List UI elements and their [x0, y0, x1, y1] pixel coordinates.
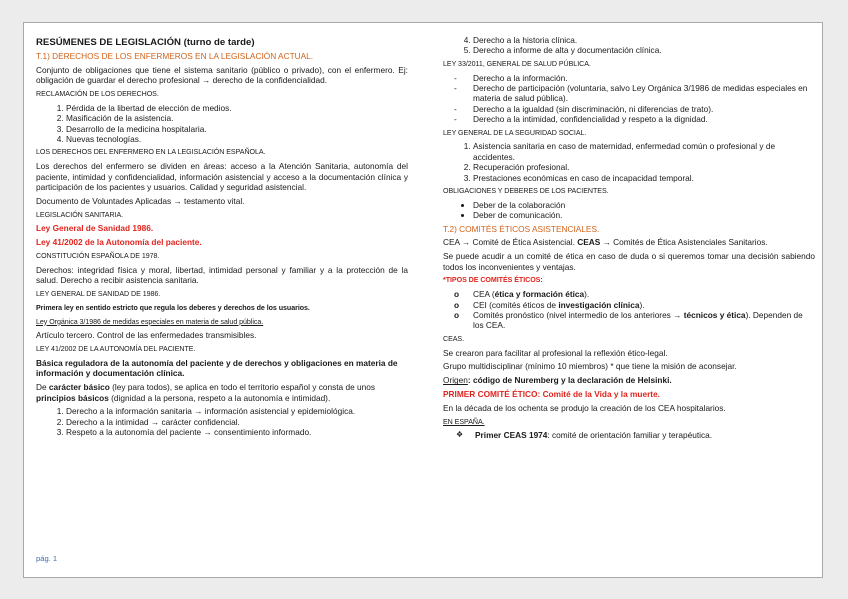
- document-page: [23, 22, 823, 578]
- list-item: - Derecho de participación (voluntaria, salvo Ley Orgánica 3/1986 de medidas especiales en materia de salud pública).: [443, 83, 815, 104]
- ley-organica-3-1986: Ley Orgánica 3/1986 de medidas especiales en materia de salud pública.: [36, 317, 264, 326]
- ceas-paragraph: Se crearon para facilitar al profesional la reflexión ético-legal.: [443, 347, 668, 358]
- list-item: ❖ Primer CEAS 1974: comité de orientación familiar y terapéutica.: [443, 430, 815, 440]
- reclamacion-list: [36, 103, 408, 145]
- left-column: [36, 37, 408, 441]
- list-item: 3. Prestaciones económicas en caso de incapacidad temporal.: [473, 173, 815, 183]
- lgs-heading: LEY GENERAL DE SANIDAD DE 1986.: [36, 290, 161, 299]
- list-item: o Comités pronóstico (nivel intermedio de los anteriores → técnicos y ética). Dependen de los CEA.: [443, 310, 815, 331]
- legislacion-heading: LEGISLACIÓN SANITARIA.: [36, 210, 124, 219]
- cea-paragraph: CEA → Comité de Ética Asistencial. CEAS → Comités de Ética Asistenciales Sanitarios.: [443, 237, 768, 248]
- list-item: 4. Derecho a la historia clínica.: [473, 35, 815, 45]
- list-item: 1. Derecho a la información sanitaria → información asistencial y epidemiológica.: [66, 406, 408, 416]
- list-item: 2. Derecho a la intimidad → carácter confidencial.: [66, 417, 408, 427]
- principios-list: [36, 406, 408, 437]
- list-item: • Deber de comunicación.: [473, 210, 815, 220]
- list-item: 4. Nuevas tecnologías.: [66, 134, 408, 144]
- derechos-continuation-list: [443, 35, 815, 56]
- section-heading-2: T.2) COMITÉS ÉTICOS ASISTENCIALES.: [443, 223, 600, 234]
- section-heading-1: T.1) DERECHOS DE LOS ENFERMEROS EN LA LEGISLACIÓN ACTUAL.: [36, 51, 314, 61]
- list-item: o CEA (ética y formación ética).: [443, 289, 815, 299]
- ceas-heading: CEAS.: [443, 334, 465, 343]
- list-item: - Derecho a la intimidad, confidencialidad y respeto a la dignidad.: [443, 114, 815, 124]
- list-item: - Derecho a la igualdad (sin discriminación, ni diferencias de trato).: [443, 104, 815, 114]
- deberes-list: [443, 200, 815, 221]
- list-item: 1. Pérdida de la libertad de elección de medios.: [66, 103, 408, 113]
- espana-heading: EN ESPAÑA.: [443, 417, 485, 426]
- derechos-paragraph: Los derechos del enfermero se dividen en áreas: acceso a la Atención Sanitaria, autonomía del paciente, intimidad y confidencialidad, información asistencial y acceso a la documentación clínica y participación de los pacientes y usuarios. Calidad y seguridad asistencial.: [36, 161, 408, 193]
- list-item: 5. Derecho a informe de alta y documentación clínica.: [473, 45, 815, 55]
- page-number: pág. 1: [36, 554, 58, 563]
- ley-41-2002: Ley 41/2002 de la Autonomía del paciente.: [36, 237, 202, 248]
- list-item: 3. Respeto a la autonomía del paciente → consentimiento informado.: [66, 427, 408, 437]
- list-item: - Derecho a la información.: [443, 73, 815, 83]
- document-title: RESÚMENES DE LEGISLACIÓN (turno de tarde): [36, 37, 255, 48]
- ley-general-sanidad: Ley General de Sanidad 1986.: [36, 223, 154, 234]
- tipos-heading: *TIPOS DE COMITÉS ÉTICOS:: [443, 276, 543, 285]
- list-item: • Deber de la colaboración: [473, 200, 815, 210]
- decada-paragraph: En la década de los ochenta se produjo la creación de los CEA hospitalarios.: [443, 402, 726, 413]
- list-item: 3. Desarrollo de la medicina hospitalaria.: [66, 124, 408, 134]
- list-item: 2. Masificación de la asistencia.: [66, 113, 408, 123]
- ley41-heading: LEY 41/2002 DE LA AUTONOMÍA DEL PACIENTE.: [36, 345, 196, 354]
- right-column: [443, 35, 815, 444]
- list-item: 1. Asistencia sanitaria en caso de maternidad, enfermedad común o profesional y de accidentes.: [473, 141, 815, 162]
- list-item: 2. Recuperación profesional.: [473, 162, 815, 172]
- voluntades-paragraph: Documento de Voluntades Aplicadas → testamento vital.: [36, 195, 245, 206]
- reclamacion-heading: RECLAMACIÓN DE LOS DERECHOS.: [36, 90, 159, 98]
- ley33-list: [443, 73, 815, 125]
- espana-list: [443, 430, 815, 440]
- primer-comite: PRIMER COMITÉ ÉTICO: Comité de la Vida y la muerte.: [443, 389, 660, 400]
- constitucion-heading: CONSTITUCIÓN ESPAÑOLA DE 1978.: [36, 252, 160, 261]
- intro-paragraph: Conjunto de obligaciones que tiene el sistema sanitario (público o privado), con el enfermero. Ej: obligación de guardar el derecho profesional → derecho de la confidencialidad.: [36, 64, 408, 86]
- lss-list: [443, 141, 815, 183]
- list-item: o CEI (comités éticos de investigación clínica).: [443, 300, 815, 310]
- grupo-paragraph: Grupo multidisciplinar (mínimo 10 miembros) * que tiene la misión de aconsejar.: [443, 361, 737, 372]
- tipos-list: [443, 289, 815, 331]
- lss-heading: LEY GENERAL DE LA SEGURIDAD SOCIAL.: [443, 128, 587, 137]
- caracter-paragraph: De carácter básico (ley para todos), se aplica en todo el territorio español y consta de unos principios básicos (dignidad a la persona, respeto a la autonomía e intimidad).: [36, 382, 376, 403]
- origen-paragraph: Origen: código de Nuremberg y la declaración de Helsinki.: [443, 375, 672, 386]
- derechos-heading: LOS DERECHOS DEL ENFERMERO EN LA LEGISLACIÓN ESPAÑOLA.: [36, 148, 266, 157]
- articulo-paragraph: Artículo tercero. Control de las enfermedades transmisibles.: [36, 330, 257, 341]
- acudir-paragraph: Se puede acudir a un comité de ética en caso de duda o si queremos tomar una decisión sabiendo todos los inconvenientes y ventajas.: [443, 251, 815, 272]
- lgs-bold-line: Primera ley en sentido estricto que regula los deberes y derechos de los usuarios.: [36, 303, 310, 312]
- constitucion-paragraph: Derechos: integridad física y moral, libertad, intimidad personal y familiar y a la protección de la salud. Derecho a recibir asistencia sanitaria.: [36, 264, 408, 286]
- ley41-bold-paragraph: Básica reguladora de la autonomía del paciente y de derechos y obligaciones en materia de información y documentación clínica.: [36, 358, 398, 379]
- ley33-heading: LEY 33/2011, GENERAL DE SALUD PÚBLICA.: [443, 59, 591, 68]
- deberes-heading: OBLIGACIONES Y DEBERES DE LOS PACIENTES.: [443, 187, 609, 196]
